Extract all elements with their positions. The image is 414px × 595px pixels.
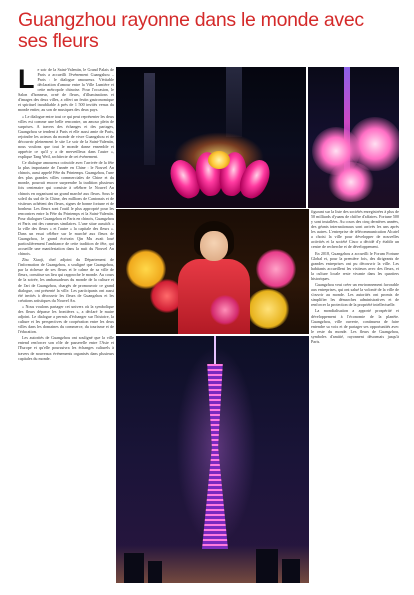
article-column-left xyxy=(18,67,114,583)
article-column-right xyxy=(311,209,399,583)
canton-tower-photo xyxy=(116,336,309,583)
article-paragraph: « Nous voulons partager cet univers où la symbolique des fleurs dépasse les frontières », a déclaré le maire adjoint. Le dialogue a permis d'échanger sur l'histoire, la culture et les perspectives de coopération entre les deux villes dans les domaines du commerce, du tourisme et de l'éducation. xyxy=(18,303,114,335)
article-headline: Guangzhou rayonne dans le monde avec ses fleurs xyxy=(18,9,364,52)
article-paragraph: « Le dialogue entre tout ce qui peut représenter les deux villes est comme une belle rencontre, un amour plein de surprises. A travers des échanges et des partages, Guangzhou se tendent à Paris et elle aussi amie de Paris, rejoindre les acteurs du monde de vivre Guangzhou et de découvrir pleinement le site Le soir de la Saint-Valentin, nous voulons que tout le monde danse ensemble et apprécie ce qu'il y a de merveilleux dans l'autre », explique Tang Weil, architecte de cet événement. xyxy=(18,113,114,159)
article-paragraph: Guangzhou veut créer un environnement favorable aux entreprises, qui ont salué la volonté de la ville de s'ouvrir au monde. Les autorités ont promis de simplifier les démarches administratives et de renforcer la protection de la propriété intellectuelle. xyxy=(311,282,399,308)
article-paragraph: Les autorités de Guangzhou ont souligné que la ville entend renforcer son rôle de passerelle entre l'Asie et l'Europe et qu'elle poursuivra les échanges culturels à travers de nouveaux événements organisés dans plusieurs capitales du monde. xyxy=(18,335,114,361)
girl-with-flowers-photo xyxy=(116,209,309,334)
article-paragraph: En 2018, Guangzhou a accueilli le Forum Fortune Global et, pour la première fois, des dirigeants de grandes entreprises ont pu découvrir la ville. Les habitants accueillent les visiteurs avec des fleurs, et la culture locale reste vivante dans les quartiers historiques. xyxy=(311,250,399,281)
night-lantern-flower-photo xyxy=(116,67,306,208)
drop-cap: L xyxy=(18,67,35,94)
article-paragraph: Le soir de la Saint-Valentin, le Grand Palais de Paris a accueilli l'événement Guangzhou – Paris : le dialogue amoureux. Véritable déclaration d'amour entre la Ville Lumière et cette métropole chinoise. Pour l'occasion, le Salon d'honneur, orné de fleurs, d'illuminations et d'images des deux villes, a offert un festin gastronomique et spirituel inoubliable à près de 1 500 invités venus du monde entier, au son de musiques des deux pays. xyxy=(18,67,114,113)
article-paragraph: Zhu Xiaoji, chef adjoint du Département de l'information de Guangzhou, a souligné que Guangzhou, par la richesse de ses fleurs et le calme de sa ville de fleurs, constitue un lieu qui rapproche le monde. Au cours de la soirée, les ambassadeurs du monde de la culture et de l'art de Guangzhou, chargés de promouvoir ce grand dialogue, ont présenté la ville. Les participants ont aussi été invités à découvrir les fleurs de Guangzhou et les créations artistiques du Nouvel An. xyxy=(18,257,114,303)
pink-flower-night-photo xyxy=(308,67,399,208)
article-paragraph: figurant sur la liste des sociétés enregistrées à plus de 50 milliards d'yuans de chiffre d'affaires. Fortune 500 y sont installées. Au cours des cinq dernières années, des géants internationaux sont arrivés les uns après les autres. L'entreprise de télécommunication Alcatel a choisi la ville pour développer de nouvelles activités et la société Cisco a décidé d'y établir un centre de recherche et de développement. xyxy=(311,209,399,250)
article-paragraph: La mondialisation a apporté prospérité et développement à l'économie de la planète. Guangzhou, ville ouverte, continuera de faire entendre sa voix et de partager ses opportunités avec le reste du monde. Les fleurs de Guangzhou, symboles d'amitié, rayonnent désormais jusqu'à Paris. xyxy=(311,308,399,344)
article-paragraph: Ce dialogue amoureux coïncide avec l'arrivée de la fête la plus importante de l'année en Chine : le Nouvel An chinois, aussi appelé Fête du Printemps. Guangzhou, l'une des plus grandes villes commerciales de Chine et du monde, pourrait encore surprendre la tradition plusieurs fois centenaire qui consiste à célébrer le Nouvel An chinois en organisant un grand marché aux fleurs. Sous le soleil du sud de la Chine, des millions de Cantonais et de visiteurs achètent des fleurs, signes de bonne fortune et de bonheur. Les fleurs sont l'outil le plus approprié pour les rencontres entre la Fête du Printemps et la Saint-Valentin. Pour dialoguer Guangzhou et Paris en chinois, Guangzhou et Paris ont des rumeurs similaires. L'une situe aussitôt « la ville des fleurs » et l'autre « la capitale des fleurs ». Dans un essai célèbre sur le marché aux fleurs de Guangzhou, le grand écrivain Qin Mu avait loué particulièrement l'ambiance de cette tradition de fête, qui accueille une manifestation dans la nuit du Nouvel An chinois. xyxy=(18,160,114,257)
